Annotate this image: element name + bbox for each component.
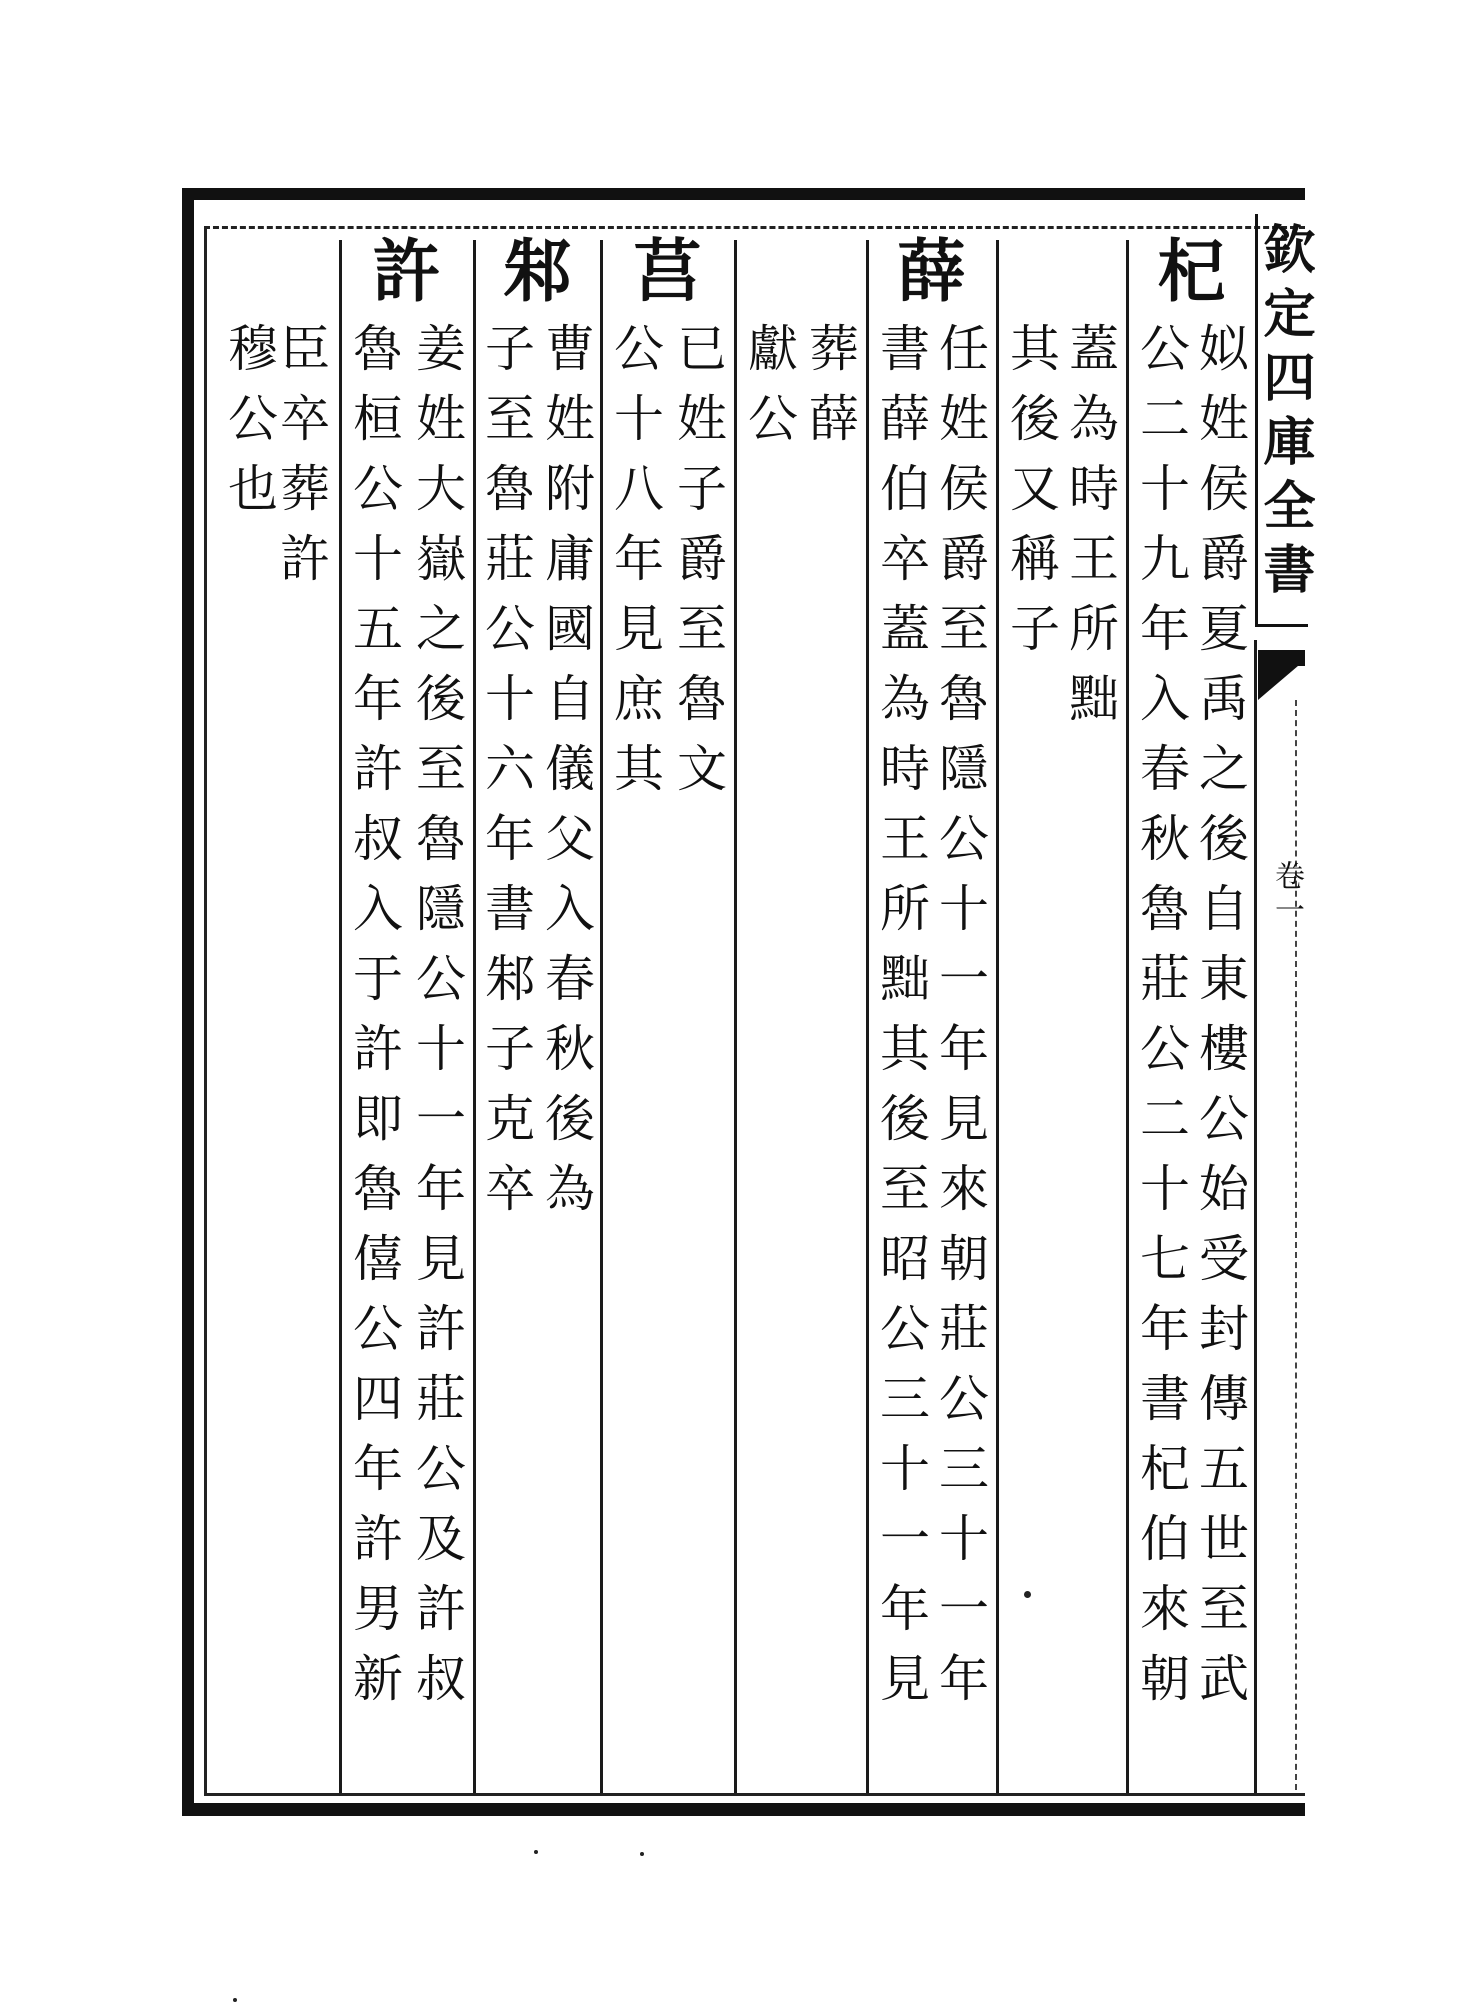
entry-heading: 邾 xyxy=(502,232,571,312)
entry-xu-continued xyxy=(209,232,337,1792)
frame-top-border xyxy=(182,188,1305,200)
entry-text-right: 已姓子爵至魯文 xyxy=(669,322,727,812)
scan-speck xyxy=(233,1998,237,2002)
entry-text-right: 蓋為時王所黜 xyxy=(1061,322,1119,742)
scan-speck xyxy=(1024,1591,1031,1598)
entry-text-left: 公十八年見庶其 xyxy=(606,322,664,812)
margin-title: 欽定四庫全書 xyxy=(1254,222,1315,606)
entry-text-left: 子至魯莊公十六年書邾子克卒 xyxy=(477,322,535,1232)
entry-text-left: 書薛伯卒蓋為時王所黜其後至昭公三十一年見 xyxy=(872,322,930,1722)
entry-heading: 薛 xyxy=(897,232,966,312)
entry-text-right: 葬薛 xyxy=(801,322,859,462)
entry-text-left: 獻公 xyxy=(740,322,798,462)
entry-text-right: 姒姓侯爵夏禹之後自東樓公始受封傳五世至武 xyxy=(1191,322,1249,1722)
entry-text-left: 魯桓公十五年許叔入于許即魯僖公四年許男新 xyxy=(345,322,403,1722)
frame-inner-left-line xyxy=(204,226,207,1796)
entry-heading: 莒 xyxy=(633,232,702,312)
entry-qi xyxy=(1129,232,1254,1792)
entry-text-right: 臣卒葬許 xyxy=(272,322,330,602)
margin-column xyxy=(1254,222,1315,1792)
frame-left-border xyxy=(182,188,194,1816)
frame-inner-top-line xyxy=(204,226,1305,229)
entry-text-right: 曹姓附庸國自儀父入春秋後為 xyxy=(537,322,595,1232)
entry-text-left: 穆公也 xyxy=(220,322,278,532)
entry-ju xyxy=(603,232,732,1792)
entry-xue-continued xyxy=(737,232,864,1792)
entry-zhu xyxy=(476,232,598,1792)
entry-text-left: 其後又稱子 xyxy=(1002,322,1060,672)
entry-qi-continued xyxy=(999,232,1124,1792)
entry-heading: 許 xyxy=(372,232,441,312)
entry-heading: 杞 xyxy=(1157,232,1226,312)
scan-speck xyxy=(640,1852,644,1856)
fishtail-icon xyxy=(1258,660,1305,700)
entry-text-left: 公二十九年入春秋魯莊公二十七年書杞伯來朝 xyxy=(1132,322,1190,1722)
entry-text-right: 任姓侯爵至魯隱公十一年見來朝莊公三十一年 xyxy=(931,322,989,1722)
entry-text-right: 姜姓大嶽之後至魯隱公十一年見許莊公及許叔 xyxy=(408,322,466,1722)
frame-bottom-border xyxy=(182,1803,1305,1816)
volume-label: 卷一 xyxy=(1269,860,1304,928)
scan-speck xyxy=(534,1850,538,1854)
entry-xue xyxy=(869,232,994,1792)
frame-inner-bottom-line xyxy=(204,1793,1305,1796)
column-divider xyxy=(1254,640,1257,1793)
entry-xu xyxy=(342,232,471,1792)
